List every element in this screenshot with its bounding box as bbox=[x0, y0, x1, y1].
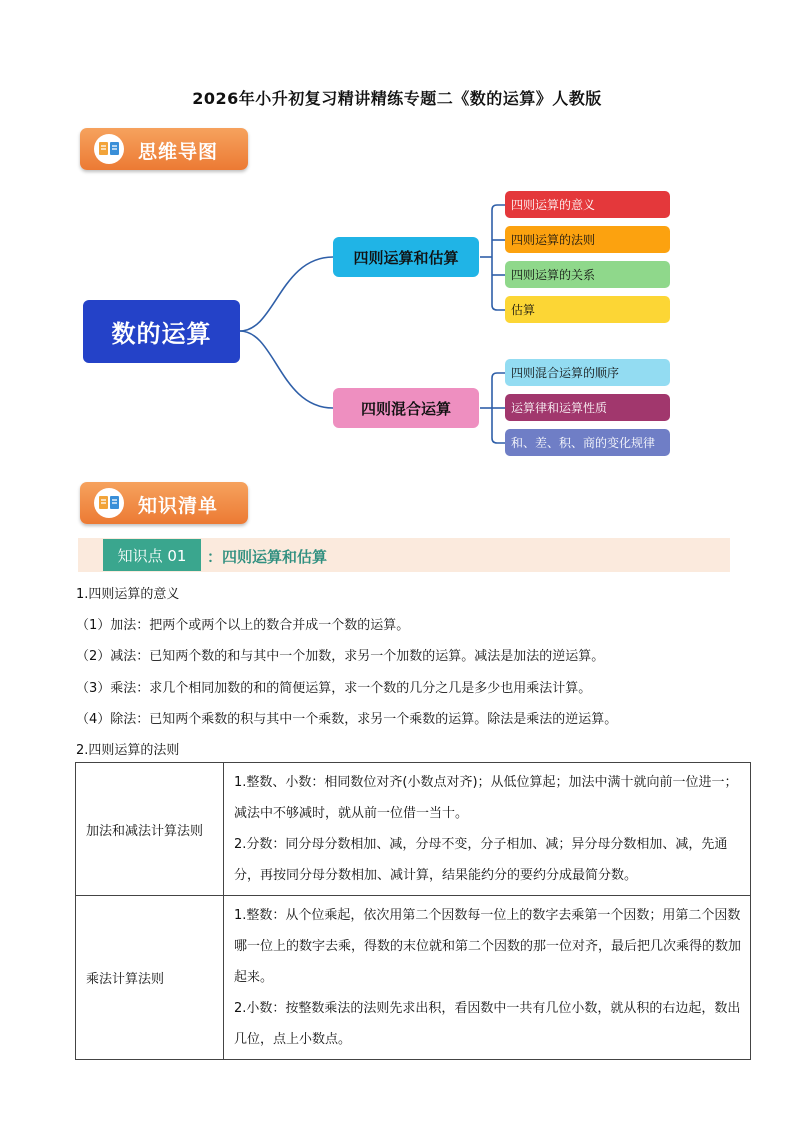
section2-heading: 2.四则运算的法则 bbox=[76, 743, 180, 758]
table-row bbox=[76, 763, 751, 896]
mindmap-leaf-relations: 四则运算的关系 bbox=[505, 261, 670, 288]
mindmap-leaf-order: 四则混合运算的顺序 bbox=[505, 359, 670, 386]
mindmap-banner-label: 思维导图 bbox=[138, 141, 219, 163]
rule-paragraph: 1.整数：从个位乘起，依次用第二个因数每一位上的数字去乘第一个因数；用第二个因数哪一位上的数字去乘，得数的末位就和第二个因数的那一位对齐，最后把几次乘得的数加起来。 bbox=[234, 908, 742, 985]
mindmap-leaf-meaning: 四则运算的意义 bbox=[505, 191, 670, 218]
mindmap-leaf-estimation: 估算 bbox=[505, 296, 670, 323]
section1-line-subtraction: （2）减法：已知两个数的和与其中一个加数，求另一个加数的运算。减法是加法的逆运算。 bbox=[76, 649, 605, 664]
rule-paragraph: 2.小数：按整数乘法的法则先求出积，看因数中一共有几位小数，就从积的右边起，数出几位，点上小数点。 bbox=[234, 1001, 741, 1047]
table-row bbox=[76, 896, 751, 1060]
knowledge-banner-label: 知识清单 bbox=[138, 495, 219, 517]
mindmap-leaf-laws: 运算律和运算性质 bbox=[505, 394, 670, 421]
section1-line-addition: （1）加法：把两个或两个以上的数合并成一个数的运算。 bbox=[76, 618, 410, 633]
mindmap-leaf-rules: 四则运算的法则 bbox=[505, 226, 670, 253]
document-title: 2026年小升初复习精讲精练专题二《数的运算》人教版 bbox=[192, 89, 602, 108]
table-cell-name: 加法和减法计算法则 bbox=[76, 763, 224, 896]
section1-line-division: （4）除法：已知两个乘数的积与其中一个乘数，求另一个乘数的运算。除法是乘法的逆运算。 bbox=[76, 712, 618, 727]
section1-heading: 1.四则运算的意义 bbox=[76, 587, 180, 602]
knowledge-point-tag: 知识点 01 bbox=[103, 539, 201, 571]
knowledge-banner bbox=[80, 482, 248, 524]
mindmap-branch-arithmetic-estimation: 四则运算和估算 bbox=[333, 237, 479, 277]
table-cell-name: 乘法计算法则 bbox=[76, 896, 224, 1060]
rule-paragraph: 1.整数、小数：相同数位对齐(小数点对齐)；从低位算起；加法中满十就向前一位进一；减法中不够减时，就从前一位借一当十。 bbox=[234, 775, 738, 821]
rules-table bbox=[75, 762, 751, 1060]
table-cell-content bbox=[224, 896, 751, 1060]
mindmap-leaf-change-patterns: 和、差、积、商的变化规律 bbox=[505, 429, 670, 456]
knowledge-point-title: ：四则运算和估算 bbox=[207, 548, 328, 566]
book-icon bbox=[92, 487, 126, 523]
section1-line-multiplication: （3）乘法：求几个相同加数的和的简便运算，求一个数的几分之几是多少也用乘法计算。 bbox=[76, 681, 592, 696]
rule-paragraph: 2.分数：同分母分数相加、减，分母不变，分子相加、减；异分母分数相加、减，先通分，再按同分母分数相加、减计算，结果能约分的要约分成最简分数。 bbox=[234, 837, 728, 883]
mindmap-root-node: 数的运算 bbox=[83, 300, 240, 363]
mindmap-branch-mixed-operations: 四则混合运算 bbox=[333, 388, 479, 428]
table-cell-content bbox=[224, 763, 751, 896]
